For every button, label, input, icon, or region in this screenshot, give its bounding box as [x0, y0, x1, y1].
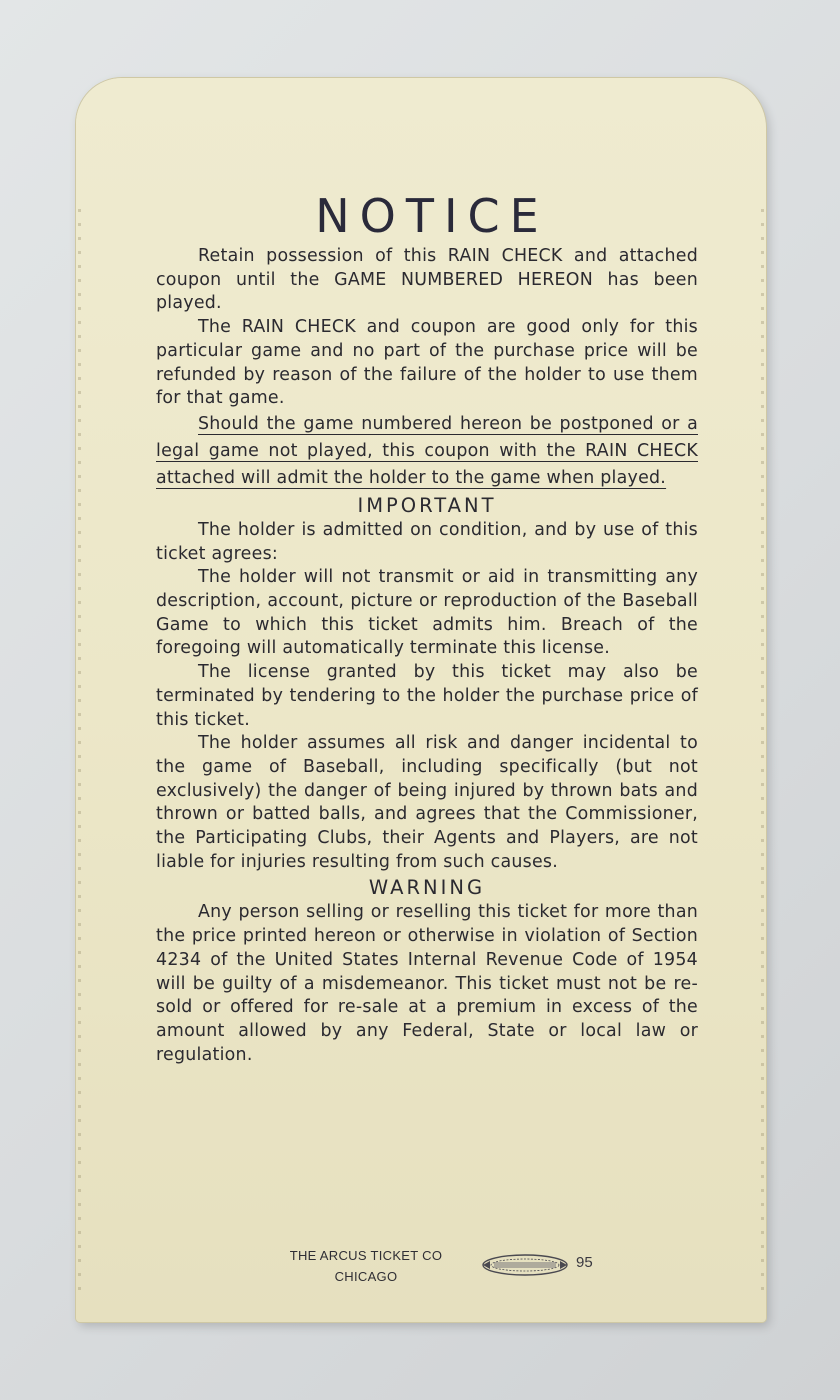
left-perforation — [78, 198, 81, 1292]
notice-heading: NOTICE — [315, 189, 549, 243]
rain-check-ticket — [76, 78, 766, 1322]
important-paragraph-condition: The holder is admitted on condition, and by use of this ticket agrees: — [156, 519, 698, 564]
ticket-text — [156, 190, 698, 1067]
form-number: 95 — [576, 1254, 593, 1271]
printer-imprint — [276, 1245, 456, 1287]
important-paragraph-license: The license granted by this ticket may also be terminated by tendering to the holder the purchase price of this ticket. — [156, 662, 698, 730]
printer-city: CHICAGO — [334, 1269, 398, 1284]
notice-paragraph-postponed — [156, 411, 698, 492]
important-paragraph-risk: The holder assumes all risk and danger incidental to the game of Baseball, including specifically (but not exclusively) the danger of being injured by thrown bats and thrown or batted balls, and agrees that the Commissioner, the Participating Clubs, their Agents and Players, are not liable for injuries resulting from such causes. — [156, 733, 698, 872]
warning-paragraph: Any person selling or reselling this ticket for more than the price printed hereon or otherwise in violation of Section 4234 of the United States Internal Revenue Code of 1954 will be guilty of a misdemeanor. This ticket must not be re-sold or offered for re-sale at a premium in excess of the amount allowed by any Federal, State or local law or regulation. — [156, 902, 698, 1065]
postponed-underlined-text: Should the game numbered hereon be postponed or a legal game not played, this coupon with the RAIN CHECK attached will admit the holder to the game when played. — [156, 413, 698, 488]
union-label-icon — [480, 1252, 570, 1278]
right-perforation — [761, 198, 764, 1292]
warning-heading: WARNING — [368, 876, 486, 900]
important-heading: IMPORTANT — [357, 493, 497, 517]
notice-paragraph-refund: The RAIN CHECK and coupon are good only for this particular game and no part of the purchase price will be refunded by reason of the failure of the holder to use them for that game. — [156, 317, 698, 409]
important-paragraph-transmit: The holder will not transmit or aid in transmitting any description, account, picture or reproduction of the Baseball Game to which this ticket admits him. Breach of the foregoing will automatically terminate this license. — [156, 567, 698, 659]
printer-name: THE ARCUS TICKET CO — [289, 1248, 443, 1263]
notice-paragraph-retain: Retain possession of this RAIN CHECK and attached coupon until the GAME NUMBERED HEREON has been played. — [156, 246, 698, 314]
